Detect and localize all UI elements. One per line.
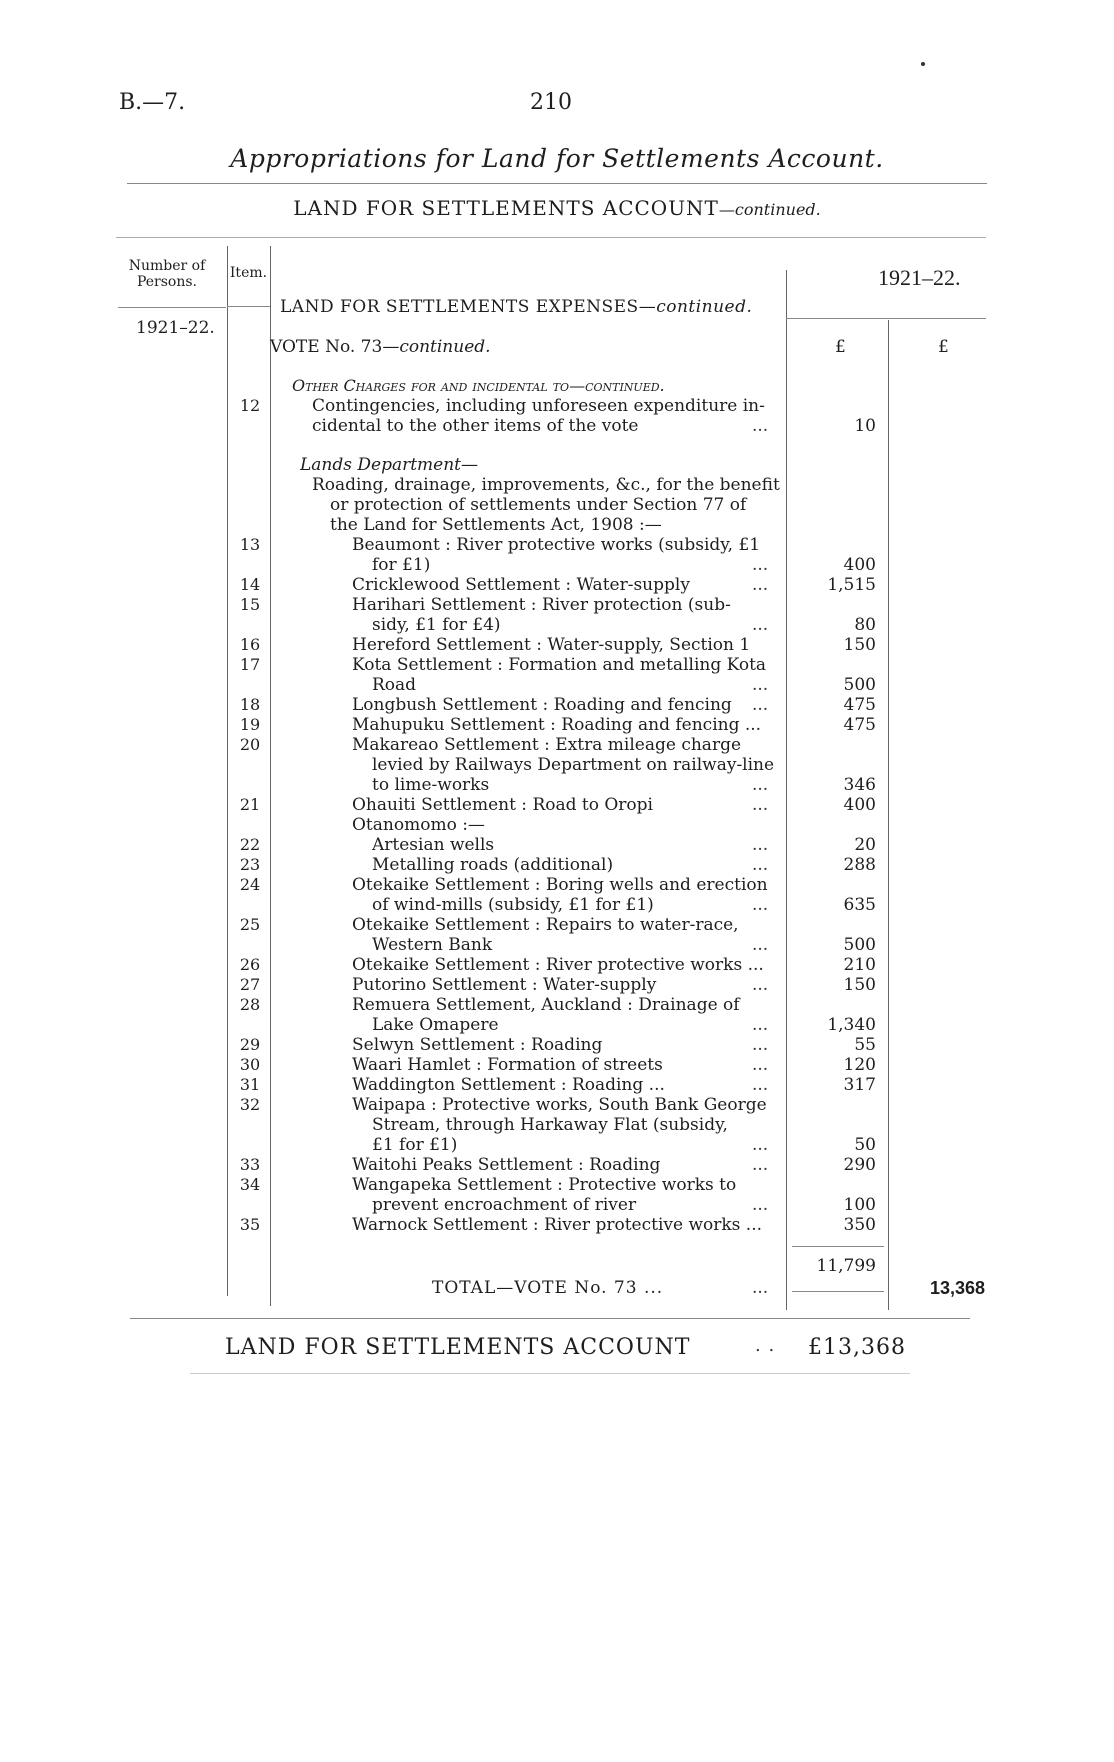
vote-heading xyxy=(270,337,491,357)
row-text: Metalling roads (additional) xyxy=(372,855,614,875)
row-text: Beaumont : River protective works (subsidy, £1 xyxy=(352,535,761,555)
col-line-persons xyxy=(227,246,228,1296)
expenses-heading-suffix: —continued. xyxy=(638,297,753,317)
row-amount: 400 xyxy=(843,795,876,815)
leader-dots: ... xyxy=(752,1195,769,1215)
row-amount: 210 xyxy=(843,955,876,975)
row-item: 12 xyxy=(239,396,261,415)
persons-header-rule xyxy=(118,307,226,308)
row-text: Road xyxy=(372,675,417,695)
row-text: to lime-works xyxy=(372,775,490,795)
row-item: 21 xyxy=(239,795,261,814)
row-text: Kota Settlement : Formation and metalling Kota xyxy=(352,655,767,675)
table-top-rule xyxy=(116,237,986,238)
leader-dots: ... xyxy=(752,555,769,575)
col-line-total xyxy=(888,320,889,1310)
row-item: 24 xyxy=(239,875,261,894)
row-item: 17 xyxy=(239,655,261,674)
row-text: levied by Railways Department on railway-line xyxy=(372,755,775,775)
page-number: 210 xyxy=(530,90,572,115)
row-item: 31 xyxy=(239,1075,261,1094)
leader-dots: ... xyxy=(752,1015,769,1035)
row-amount: 80 xyxy=(854,615,876,635)
leader-dots: ... xyxy=(752,1135,769,1155)
row-text: Makareao Settlement : Extra mileage charge xyxy=(352,735,742,755)
row-amount: 350 xyxy=(843,1215,876,1235)
expenses-heading-text: LAND FOR SETTLEMENTS EXPENSES xyxy=(280,297,639,317)
row-amount: 10 xyxy=(854,416,876,436)
year-rule xyxy=(786,318,986,319)
row-text: Cricklewood Settlement : Water-supply xyxy=(352,575,690,595)
row-item: 18 xyxy=(239,695,261,714)
persons-header: Number of Persons. xyxy=(128,258,206,290)
row-text: Lake Omapere xyxy=(372,1015,499,1035)
row-amount: 500 xyxy=(843,935,876,955)
leader-dots: ... xyxy=(752,416,769,436)
row-item: 19 xyxy=(239,715,261,734)
leader-dots: ... xyxy=(752,855,769,875)
row-item: 22 xyxy=(239,835,261,854)
row-item: 33 xyxy=(239,1155,261,1174)
row-amount: 500 xyxy=(843,675,876,695)
row-text: Otekaike Settlement : Repairs to water-race, xyxy=(352,915,739,935)
row-item: 30 xyxy=(239,1055,261,1074)
row-text: Artesian wells xyxy=(372,835,495,855)
leader-dots: ... xyxy=(752,615,769,635)
roading-intro-line2: or protection of settlements under Section 77 of xyxy=(330,495,747,515)
title-rule xyxy=(127,183,987,184)
row-amount: 20 xyxy=(854,835,876,855)
row-amount: 120 xyxy=(843,1055,876,1075)
row-amount: 635 xyxy=(843,895,876,915)
row-text: Hereford Settlement : Water-supply, Section 1 xyxy=(352,635,751,655)
leader-dots: ... xyxy=(752,1075,769,1095)
row-amount: 150 xyxy=(843,635,876,655)
row-text: Putorino Settlement : Water-supply xyxy=(352,975,657,995)
row-item: 29 xyxy=(239,1035,261,1054)
leader-dots: ... xyxy=(752,975,769,995)
leader-dots: ... xyxy=(752,935,769,955)
row-text: Ohauiti Settlement : Road to Oropi xyxy=(352,795,653,815)
leader-dots: ... xyxy=(752,835,769,855)
row-text: Waipapa : Protective works, South Bank George xyxy=(352,1095,767,1115)
row-item: 34 xyxy=(239,1175,261,1194)
row-amount: 475 xyxy=(843,715,876,735)
row-amount: 50 xyxy=(854,1135,876,1155)
row-item: 23 xyxy=(239,855,261,874)
row-text: prevent encroachment of river xyxy=(372,1195,637,1215)
expenses-heading xyxy=(280,297,752,317)
persons-year: 1921–22. xyxy=(136,318,215,338)
row-item: 27 xyxy=(239,975,261,994)
row-amount: 290 xyxy=(843,1155,876,1175)
row-text: Harihari Settlement : River protection (sub- xyxy=(352,595,731,615)
row-text: for £1) xyxy=(372,555,431,575)
leader-dots: ... xyxy=(752,895,769,915)
leader-dots: ... xyxy=(752,675,769,695)
row-item: 35 xyxy=(239,1215,261,1234)
account-leader-dots: . . xyxy=(755,1335,776,1356)
row-text: Warnock Settlement : River protective works ... xyxy=(352,1215,763,1235)
vote-total-amount: 13,368 xyxy=(930,1278,986,1298)
document-id: B.—7. xyxy=(119,90,186,115)
row-text: Otekaike Settlement : River protective works ... xyxy=(352,955,764,975)
row-item: 16 xyxy=(239,635,261,654)
leader-dots: ... xyxy=(752,1035,769,1055)
item-header-rule xyxy=(227,306,270,307)
row-text: Wangapeka Settlement : Protective works to xyxy=(352,1175,737,1195)
row-item: 32 xyxy=(239,1095,261,1114)
row-text: Longbush Settlement : Roading and fencing xyxy=(352,695,732,715)
row-text: Waari Hamlet : Formation of streets xyxy=(352,1055,663,1075)
vote-total-rule xyxy=(792,1291,884,1292)
row-amount: 1,340 xyxy=(827,1015,876,1035)
row-amount: 346 xyxy=(843,775,876,795)
page-title: Appropriations for Land for Settlements Account. xyxy=(230,144,884,173)
leader-dots: ... xyxy=(752,1155,769,1175)
row-amount: 150 xyxy=(843,975,876,995)
footer-rule xyxy=(130,1318,970,1319)
row-text: Waitohi Peaks Settlement : Roading xyxy=(352,1155,661,1175)
roading-intro-line3: the Land for Settlements Act, 1908 :— xyxy=(330,515,662,535)
row-text: Remuera Settlement, Auckland : Drainage of xyxy=(352,995,740,1015)
row-amount: 55 xyxy=(854,1035,876,1055)
account-total-amount: £13,368 xyxy=(808,1335,906,1360)
row-text: sidy, £1 for £4) xyxy=(372,615,501,635)
row-text: Selwyn Settlement : Roading xyxy=(352,1035,603,1055)
row-text: cidental to the other items of the vote xyxy=(312,416,639,436)
leader-dots: ... xyxy=(752,775,769,795)
lands-department-heading: Lands Department— xyxy=(300,455,479,475)
section-title-text: LAND FOR SETTLEMENTS ACCOUNT xyxy=(293,196,719,220)
bottom-rule xyxy=(190,1373,910,1374)
section-title-suffix: —continued. xyxy=(718,200,821,219)
pound-sign-col1: £ xyxy=(835,337,846,357)
row-amount: 100 xyxy=(843,1195,876,1215)
vote-total-label: TOTAL—VOTE No. 73 ... xyxy=(432,1278,664,1298)
leader-dots: ... xyxy=(752,1055,769,1075)
subtotal-rule xyxy=(792,1246,884,1247)
row-item: 15 xyxy=(239,595,261,614)
subtotal-amount: 11,799 xyxy=(816,1256,876,1276)
vote-heading-suffix: —continued. xyxy=(382,337,491,357)
pound-sign-col2: £ xyxy=(938,337,949,357)
item-header: Item. xyxy=(229,265,268,281)
row-item: 14 xyxy=(239,575,261,594)
row-item: 13 xyxy=(239,535,261,554)
row-text: Waddington Settlement : Roading ... xyxy=(352,1075,665,1095)
vote-heading-text: VOTE No. 73 xyxy=(270,337,383,357)
row-amount: 400 xyxy=(843,555,876,575)
row-text: Otanomomo :— xyxy=(352,815,485,835)
row-text: of wind-mills (subsidy, £1 for £1) xyxy=(372,895,654,915)
section-title xyxy=(0,196,1114,220)
row-item: 26 xyxy=(239,955,261,974)
year-heading: 1921–22. xyxy=(878,265,961,290)
other-charges-heading: Other Charges for and incidental to—continued. xyxy=(292,376,665,395)
account-total-label: LAND FOR SETTLEMENTS ACCOUNT xyxy=(225,1335,691,1360)
row-amount: 1,515 xyxy=(827,575,876,595)
row-amount: 288 xyxy=(843,855,876,875)
ink-dot xyxy=(921,62,925,66)
row-text: Otekaike Settlement : Boring wells and erection xyxy=(352,875,768,895)
leader-dots: ... xyxy=(752,1278,769,1298)
leader-dots: ... xyxy=(752,695,769,715)
row-text: £1 for £1) xyxy=(372,1135,458,1155)
row-item: 25 xyxy=(239,915,261,934)
col-line-amount xyxy=(786,270,787,1310)
col-line-item xyxy=(270,246,271,1306)
row-text: Mahupuku Settlement : Roading and fencing ... xyxy=(352,715,762,735)
row-item: 20 xyxy=(239,735,261,754)
row-text: Western Bank xyxy=(372,935,493,955)
leader-dots: ... xyxy=(752,795,769,815)
row-amount: 475 xyxy=(843,695,876,715)
row-amount: 317 xyxy=(843,1075,876,1095)
leader-dots: ... xyxy=(752,575,769,595)
roading-intro-line1: Roading, drainage, improvements, &c., for the benefit xyxy=(312,475,780,495)
row-text: Stream, through Harkaway Flat (subsidy, xyxy=(372,1115,728,1135)
row-text: Contingencies, including unforeseen expenditure in- xyxy=(312,396,765,416)
row-item: 28 xyxy=(239,995,261,1014)
